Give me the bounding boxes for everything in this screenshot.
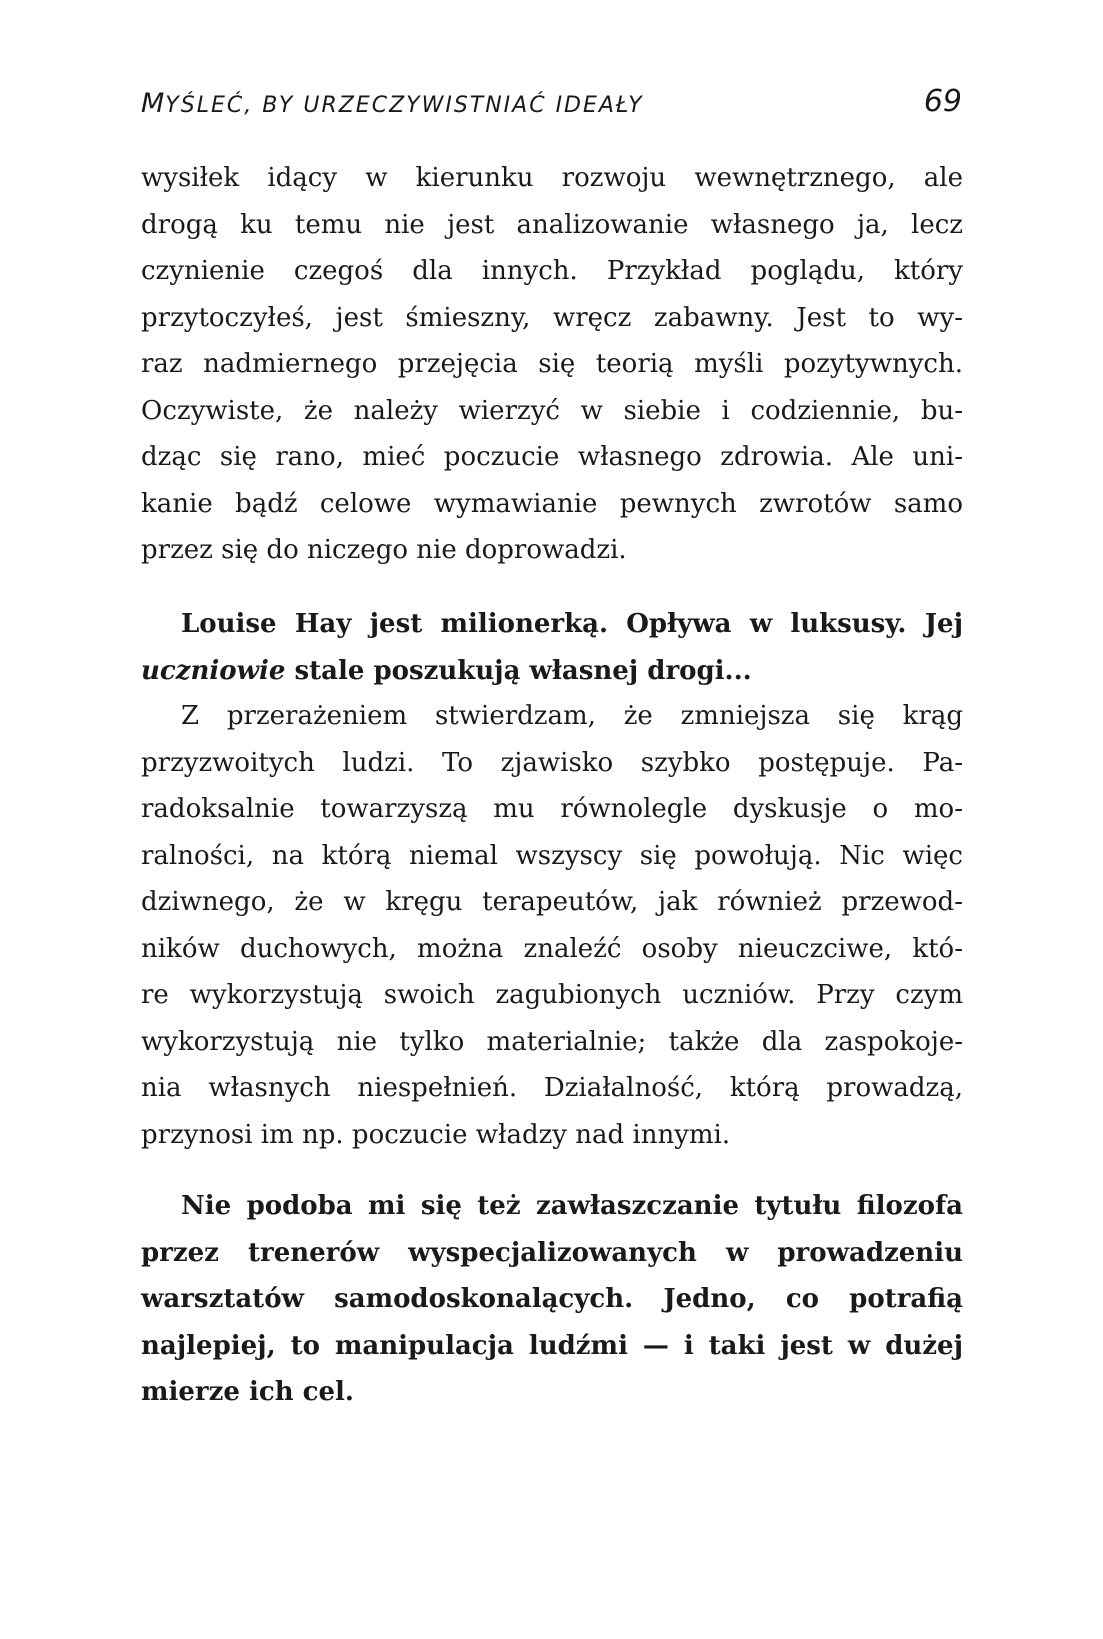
- text-line: drogą ku temu nie jest analizowanie własnego ja, lecz: [141, 209, 963, 240]
- question-line: [141, 648, 963, 695]
- question-line: przez trenerów wyspecjalizowanych w prowadzeniu: [141, 1237, 963, 1268]
- interview-question-2: [141, 1183, 963, 1416]
- question-line: mierze ich cel.: [141, 1377, 354, 1407]
- text-line: ników duchowych, można znaleźć osoby nieuczciwe, któ-: [141, 933, 963, 964]
- text-line: kanie bądź celowe wymawianie pewnych zwrotów samo: [141, 488, 963, 519]
- question-line: Louise Hay jest milionerką. Opływa w luksusy. Jej: [181, 609, 963, 639]
- text-line: dząc się rano, mieć poczucie własnego zdrowia. Ale uni-: [141, 442, 963, 472]
- text-line: przynosi im np. poczucie władzy nad innymi.: [141, 1119, 731, 1150]
- question-line: warsztatów samodoskonalących. Jedno, co potrafią: [141, 1284, 963, 1314]
- text-line: raz nadmiernego przejęcia się teorią myśli pozytywnych.: [141, 349, 963, 379]
- text-line: Z przerażeniem stwierdzam, że zmniejsza się krąg: [181, 701, 963, 731]
- running-title: [141, 88, 644, 119]
- text-line: nia własnych niespełnień. Działalność, którą prowadzą,: [141, 1073, 963, 1103]
- text-line: wysiłek idący w kierunku rozwoju wewnętrznego, ale: [141, 163, 963, 193]
- text-line: wykorzystują nie tylko materialnie; także dla zaspokoje-: [141, 1026, 963, 1057]
- paragraph-continued: [141, 155, 963, 574]
- running-title-initial: M: [141, 88, 166, 119]
- text-line: dziwnego, że w kręgu terapeutów, jak również przewod-: [141, 887, 963, 917]
- text-line: radoksalnie towarzyszą mu równolegle dyskusje o mo-: [141, 794, 963, 824]
- question-line: Nie podoba mi się też zawłaszczanie tytułu filozofa: [181, 1191, 963, 1221]
- text-line: czynienie czegoś dla innych. Przykład poglądu, który: [141, 256, 963, 286]
- text-line: re wykorzystują swoich zagubionych uczniów. Przy czym: [141, 980, 963, 1010]
- question-line-rest: stale poszukują własnej drogi...: [285, 655, 752, 686]
- question-emphasis: uczniowie: [141, 655, 286, 686]
- text-line: przez się do niczego nie doprowadzi.: [141, 535, 627, 565]
- question-line: najlepiej, to manipulacja ludźmi — i taki jest w dużej: [141, 1330, 963, 1361]
- text-line: Oczywiste, że należy wierzyć w siebie i codziennie, bu-: [141, 395, 963, 426]
- text-line: przyzwoitych ludzi. To zjawisko szybko postępuje. Pa-: [141, 747, 963, 778]
- page-number: 69: [923, 84, 962, 119]
- interview-question-1: [141, 601, 963, 694]
- answer-paragraph: [141, 693, 963, 1158]
- text-line: ralności, na którą niemal wszyscy się powołują. Nic więc: [141, 840, 963, 871]
- running-title-rest: YŚLEĆ, BY URZECZYWISTNIAĆ IDEAŁY: [165, 93, 644, 118]
- running-header: [141, 84, 962, 124]
- text-line: przytoczyłeś, jest śmieszny, wręcz zabawny. Jest to wy-: [141, 302, 963, 333]
